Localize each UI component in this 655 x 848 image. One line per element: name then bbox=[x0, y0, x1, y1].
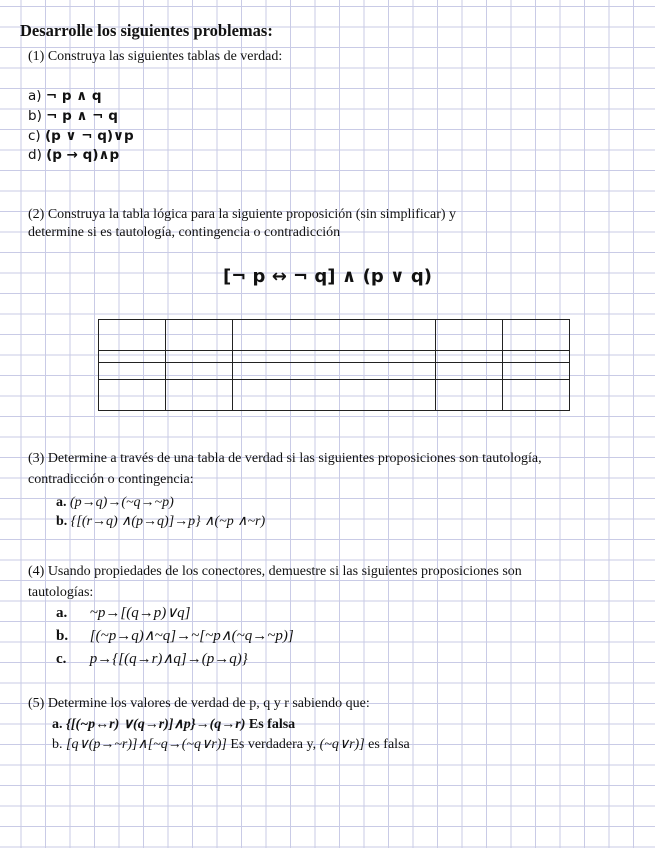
table-cell bbox=[503, 320, 570, 351]
problem-1-item-a bbox=[28, 87, 102, 105]
table-cell bbox=[503, 380, 570, 411]
problem-3-item-a bbox=[56, 494, 174, 512]
item-label: b. bbox=[52, 737, 63, 752]
table-cell bbox=[99, 380, 166, 411]
table-cell bbox=[503, 363, 570, 380]
item-label: d) bbox=[28, 147, 42, 163]
problem-4-item-a bbox=[56, 604, 191, 622]
item-label: b. bbox=[56, 514, 68, 529]
page-title: Desarrolle los siguientes problemas: bbox=[20, 21, 273, 40]
table-cell bbox=[233, 320, 436, 351]
item-expression-2: (~q∨r)] bbox=[319, 737, 365, 752]
table-cell bbox=[233, 351, 436, 363]
table-cell bbox=[436, 363, 503, 380]
item-expression: (p ∨ ¬ q)∨p bbox=[45, 128, 134, 144]
item-expression: ¬ p ∧ ¬ q bbox=[46, 108, 118, 124]
table-cell bbox=[166, 351, 233, 363]
item-expression: ~p→[(q→p)∨q] bbox=[89, 605, 191, 621]
problem-3-item-b bbox=[56, 513, 265, 531]
table-cell bbox=[166, 320, 233, 351]
table-cell bbox=[233, 363, 436, 380]
item-expression: (p → q)∧p bbox=[46, 147, 120, 163]
problem-2-heading-line-2: determine si es tautología, contingencia o contradicción bbox=[28, 225, 341, 240]
problem-2-formula: [¬ p ↔ ¬ q] ∧ (p ∨ q) bbox=[222, 266, 433, 287]
item-text: Es verdadera y, bbox=[230, 737, 317, 752]
item-label: a. bbox=[56, 495, 67, 510]
item-label: c. bbox=[56, 651, 67, 667]
table-cell bbox=[99, 351, 166, 363]
problem-5-item-a bbox=[52, 716, 295, 734]
item-expression: [q∨(p→~r)]∧[~q→(~q∨r)] bbox=[66, 737, 227, 752]
table-cell bbox=[233, 380, 436, 411]
item-label: a) bbox=[28, 88, 42, 104]
table-cell bbox=[99, 363, 166, 380]
item-text-2: es falsa bbox=[368, 737, 410, 752]
problem-5-heading: (5) Determine los valores de verdad de p, q y r sabiendo que: bbox=[28, 696, 370, 711]
item-label: a. bbox=[56, 605, 68, 621]
problem-4-heading-line-1: (4) Usando propiedades de los conectores, demuestre si las siguientes proposiciones son bbox=[28, 564, 522, 579]
item-expression: (p→q)→(~q→~p) bbox=[70, 495, 174, 510]
item-label: a. bbox=[52, 717, 63, 732]
table-cell bbox=[166, 363, 233, 380]
table-cell bbox=[503, 351, 570, 363]
table-cell bbox=[99, 320, 166, 351]
problem-1-heading: (1) Construya las siguientes tablas de verdad: bbox=[28, 49, 283, 64]
item-label: b) bbox=[28, 108, 42, 124]
item-expression: [(~p→q)∧~q]→~[~p∧(~q→~p)] bbox=[89, 628, 294, 644]
problem-5-item-b bbox=[52, 736, 410, 754]
table-cell bbox=[166, 380, 233, 411]
item-expression: {[(~p↔r) ∨(q→r)]∧p}→(q→r) bbox=[66, 717, 246, 732]
table-cell bbox=[436, 351, 503, 363]
problem-4-item-b bbox=[56, 627, 294, 645]
item-label: c) bbox=[28, 128, 41, 144]
problem-1-item-d bbox=[28, 146, 119, 164]
table-cell bbox=[436, 380, 503, 411]
item-expression: {[(r→q) ∧(p→q)]→p} ∧(~p ∧~r) bbox=[70, 514, 266, 529]
problem-4-item-c bbox=[56, 650, 248, 668]
problem-3-heading-line-2: contradicción o contingencia: bbox=[28, 472, 194, 487]
item-suffix: Es falsa bbox=[248, 717, 296, 732]
problem-1-item-b bbox=[28, 107, 118, 125]
truth-table bbox=[98, 319, 570, 411]
item-expression: p→{[(q→r)∧q]→(p→q)} bbox=[89, 651, 248, 667]
problem-3-heading-line-1: (3) Determine a través de una tabla de verdad si las siguientes proposiciones son tautología, bbox=[28, 451, 542, 466]
table-cell bbox=[436, 320, 503, 351]
item-label: b. bbox=[56, 628, 69, 644]
problem-4-heading-line-2: tautologías: bbox=[28, 585, 94, 600]
problem-1-item-c bbox=[28, 127, 134, 145]
problem-2-heading-line-1: (2) Construya la tabla lógica para la siguiente proposición (sin simplificar) y bbox=[28, 207, 457, 222]
item-expression: ¬ p ∧ q bbox=[45, 88, 102, 104]
